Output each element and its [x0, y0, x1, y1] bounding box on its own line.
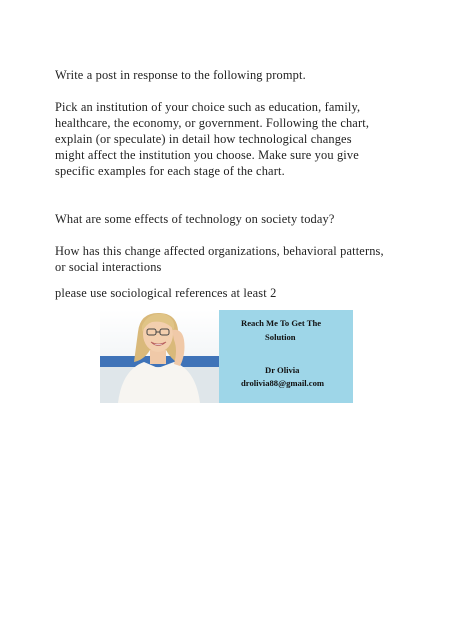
text-line: What are some effects of technology on society today?	[55, 212, 335, 226]
contact-banner[interactable]	[100, 310, 353, 403]
contact-name: Dr Olivia	[265, 365, 300, 375]
references-note	[55, 285, 415, 301]
text-line: Write a post in response to the following prompt.	[55, 68, 306, 82]
text-line: please use sociological references at least 2	[55, 286, 277, 300]
text-line: specific examples for each stage of the chart.	[55, 164, 285, 178]
text-line: healthcare, the economy, or government. Following the chart,	[55, 116, 370, 130]
banner-heading-line1: Reach Me To Get The	[241, 318, 322, 328]
text-line: might affect the institution you choose. Make sure you give	[55, 148, 359, 162]
question-effects	[55, 211, 415, 227]
prompt-intro	[55, 67, 415, 83]
text-line: or social interactions	[55, 260, 162, 274]
text-line: How has this change affected organizations, behavioral patterns,	[55, 244, 384, 258]
portrait-photo	[100, 310, 219, 403]
text-line: Pick an institution of your choice such as education, family,	[55, 100, 361, 114]
contact-info-panel	[219, 310, 353, 403]
banner-heading-line2: Solution	[265, 332, 296, 342]
question-change	[55, 243, 415, 275]
prompt-instructions	[55, 99, 415, 179]
woman-portrait-icon	[100, 310, 219, 403]
text-line: explain (or speculate) in detail how technological changes	[55, 132, 352, 146]
contact-email[interactable]: drolivia88@gmail.com	[241, 378, 325, 388]
